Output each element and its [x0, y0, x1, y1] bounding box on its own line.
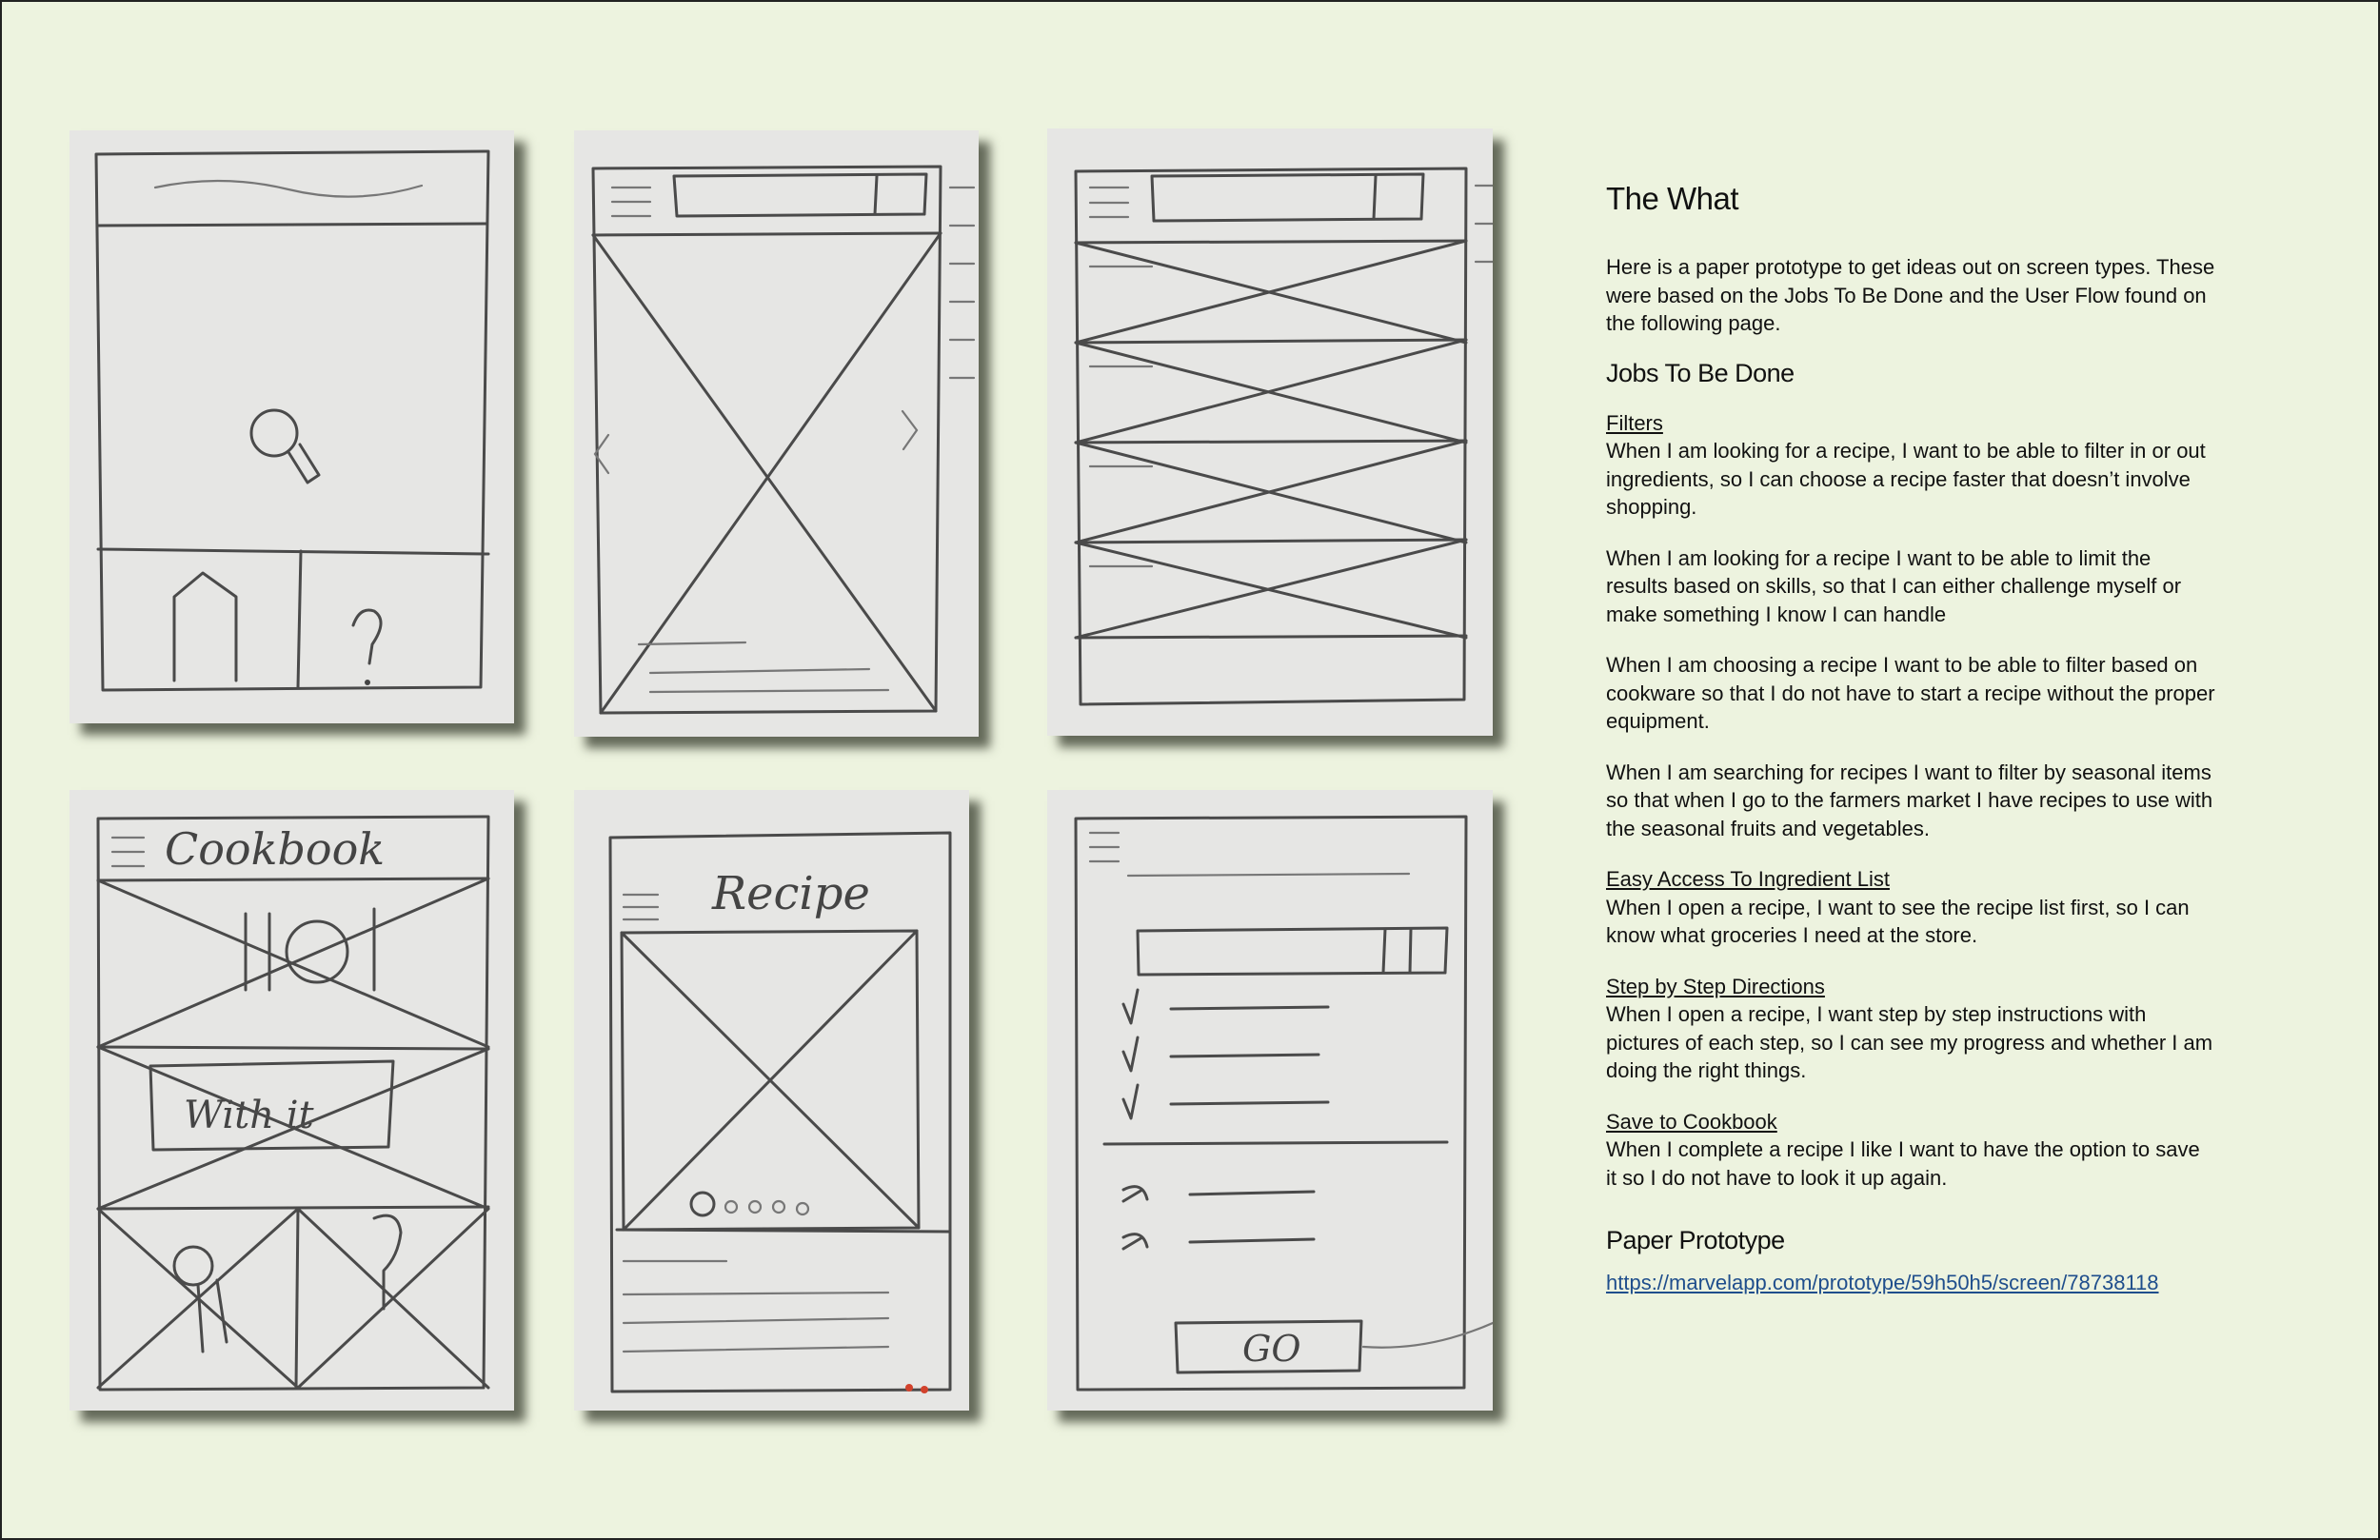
detail-sketch-drawing [574, 130, 979, 737]
job-ingredient-list [1606, 865, 2215, 950]
sketch-recipe-screen [574, 790, 969, 1411]
sketch-results-list-screen [1047, 128, 1493, 736]
job-filters-seasonal [1606, 759, 2215, 843]
job-body: When I am looking for a recipe I want to be able to limit the results based on skills, so that I can either challenge myself or make something I know I can handle [1606, 545, 2182, 626]
sketch-recipe-detail-screen [574, 130, 979, 737]
job-body: When I open a recipe, I want to see the recipe list first, so I can know what groceries I need at the store. [1606, 895, 2190, 947]
prototype-heading: Paper Prototype [1606, 1226, 1785, 1254]
recipe-label: Recipe [712, 867, 870, 920]
sketch-cookbook-screen [69, 790, 514, 1411]
job-body: When I open a recipe, I want step by step instructions with pictures of each step, so I can see my progress and whether I am doing the right things. [1606, 1002, 2213, 1082]
intro-paragraph: Here is a paper prototype to get ideas out on screen types. These were based on the Jobs To Be Done and the User Flow found on the following page. [1606, 255, 2215, 335]
sketch-home-screen [69, 130, 514, 723]
ingredient-sketch-drawing [1047, 790, 1493, 1411]
job-filters-ingredients [1606, 409, 2215, 522]
job-body: When I complete a recipe I like I want to have the option to save it so I do not have to look it up again. [1606, 1137, 2200, 1190]
page-title: The What [1606, 181, 1739, 216]
menu-icon [612, 188, 650, 216]
job-heading: Step by Step Directions [1606, 974, 1825, 998]
job-heading: Save to Cookbook [1606, 1109, 1777, 1134]
job-body: When I am searching for recipes I want to filter by seasonal items so that when I go to the farmers market I have recipes to use with the seasonal fruits and vegetables. [1606, 760, 2213, 840]
job-body: When I am looking for a recipe, I want to be able to filter in or out ingredients, so I can choose a recipe faster that doesn’t involve shopping. [1606, 439, 2206, 519]
home-sketch-drawing [69, 130, 514, 723]
job-save-cookbook [1606, 1108, 2215, 1193]
cookbook-sketch-drawing [69, 790, 514, 1411]
search-icon [251, 410, 297, 456]
job-heading: Filters [1606, 410, 1663, 435]
home-icon [174, 573, 236, 681]
job-heading: Easy Access To Ingredient List [1606, 867, 1890, 891]
job-filters-skills [1606, 544, 2215, 629]
svg-text:With it: With it [184, 1094, 314, 1137]
job-filters-cookware [1606, 651, 2215, 736]
cookbook-label: Cookbook [165, 823, 386, 875]
job-body: When I am choosing a recipe I want to be able to filter based on cookware so that I do not have to start a recipe without the proper equipment. [1606, 653, 2215, 733]
description-column [1606, 181, 2215, 1295]
sketch-ingredient-check-screen [1047, 790, 1493, 1411]
jobs-heading: Jobs To Be Done [1606, 358, 1795, 387]
results-sketch-drawing [1047, 128, 1493, 736]
prototype-link[interactable]: https://marvelapp.com/prototype/59h50h5/screen/78738118 [1606, 1271, 2159, 1294]
go-button-label: GO [1242, 1328, 1301, 1370]
recipe-sketch-drawing [574, 790, 969, 1411]
job-step-directions [1606, 973, 2215, 1085]
